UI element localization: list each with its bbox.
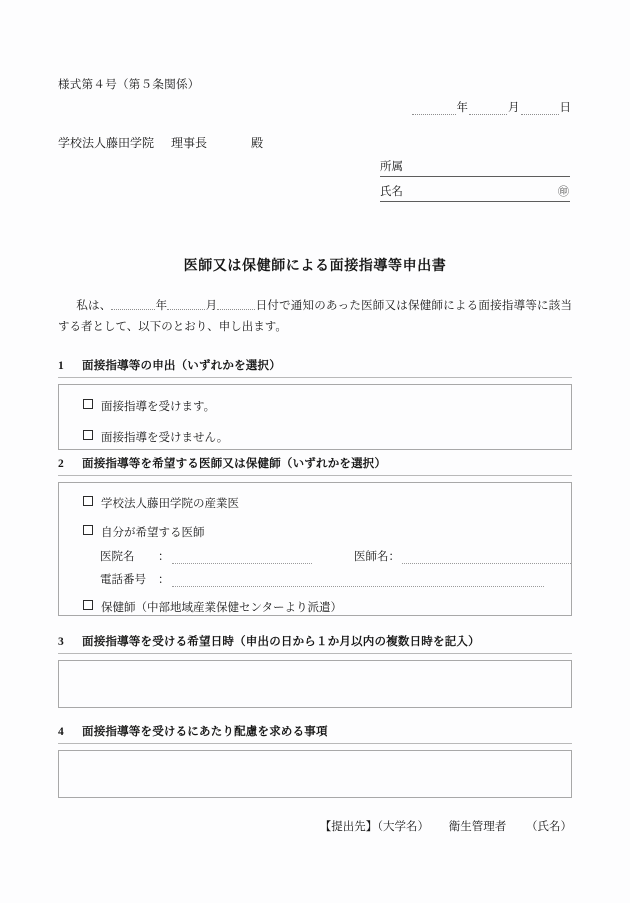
section-4-heading [58,723,572,743]
applicant-block [380,152,570,202]
checkbox-option-decline-interview[interactable] [83,431,571,445]
option-label: 学校法人藤田学院の産業医 [101,498,239,510]
section-1 [58,357,572,450]
section-3-number: 3 [58,636,64,648]
section-1-number: 1 [58,360,64,372]
section-3-title: 面接指導等を受ける希望日時（申出の日から１か月以内の複数日時を記入） [82,636,480,648]
clinic-name-input[interactable] [172,552,313,564]
seal-icon: ㊞ [558,186,569,198]
section-2-number: 2 [58,458,64,470]
checkbox-option-institution-doctor[interactable] [83,497,571,511]
form-code: 様式第４号（第５条関係） [58,79,200,91]
section-3-heading [58,633,572,653]
affiliation-label: 所属 [380,161,403,173]
health-supervisor-label: 衛生管理者 [448,821,507,833]
addressee-position: 理事長 [171,136,208,150]
footer-submit-to [320,818,572,834]
date-year-unit: 年 [456,102,468,114]
addressee-honorific: 殿 [251,136,264,150]
checkbox-option-public-health-nurse[interactable] [83,601,571,615]
doctor-colon: ： [388,551,401,563]
checkbox-icon[interactable] [83,496,93,506]
date-month-unit: 月 [508,102,520,114]
section-1-title: 面接指導等の申出（いずれかを選択） [82,360,281,372]
section-2-heading [58,455,572,475]
intro-year-blank[interactable] [111,297,155,310]
doctor-name-input[interactable] [402,552,571,564]
checkbox-option-own-doctor[interactable] [83,526,571,540]
clinic-and-doctor-row [100,548,571,564]
intro-lead: 私は、 [76,300,112,312]
section-2-rule [58,475,572,476]
submit-to-label: 【提出先】（大学名） [319,821,429,833]
section-2-box [58,482,572,616]
intro-year-unit: 年 [155,300,168,312]
intro-month-blank[interactable] [167,297,205,310]
option-label: 保健師（中部地域産業保健センターより派遣） [101,602,343,614]
section-3-rule [58,653,572,654]
clinic-colon: ： [158,551,170,563]
doctor-name-label: 医師名 [354,551,389,563]
own-doctor-subfields [83,548,571,587]
checkbox-icon[interactable] [83,525,93,535]
section-1-box [58,384,572,450]
section-2 [58,455,572,616]
intro-month-unit: 月 [205,300,218,312]
date-day-blank[interactable] [521,102,559,115]
intro-paragraph [58,296,572,339]
phone-input[interactable] [172,575,544,587]
option-label: 自分が希望する医師 [101,526,205,539]
page-title: 医師又は保健師による面接指導等申出書 [183,259,447,274]
checkbox-icon[interactable] [83,399,93,409]
section-3 [58,633,572,708]
accommodation-request-input[interactable] [58,750,572,798]
section-1-rule [58,377,572,378]
section-1-heading [58,357,572,377]
section-4-number: 4 [58,726,64,738]
preferred-datetime-input[interactable] [58,660,572,708]
section-4-title: 面接指導等を受けるにあたり配慮を求める事項 [82,726,328,738]
date-day-unit: 日 [559,102,571,114]
checkbox-icon[interactable] [83,430,93,440]
addressee-organization: 学校法人藤田学院 [58,136,155,150]
clinic-name-label: 医院名 [100,551,135,563]
option-label: 面接指導を受けません。 [101,431,229,444]
section-2-title: 面接指導等を希望する医師又は保健師（いずれかを選択） [82,458,387,470]
phone-label: 電話番号 [100,574,146,586]
section-4 [58,723,572,798]
affiliation-field[interactable] [380,152,570,177]
checkbox-option-accept-interview[interactable] [83,400,571,414]
submission-date-line [412,99,573,115]
phone-row [100,571,571,587]
addressee [58,134,263,151]
phone-colon: ： [158,574,170,586]
intro-day-blank[interactable] [217,297,255,310]
name-field[interactable] [380,177,570,202]
date-month-blank[interactable] [469,102,507,115]
option-label: 面接指導を受けます。 [101,401,216,413]
name-label: 氏名 [380,186,403,198]
checkbox-icon[interactable] [83,600,93,610]
section-4-rule [58,743,572,744]
supervisor-name-placeholder: （氏名） [526,821,572,833]
date-year-blank[interactable] [412,102,456,115]
intro-tail: 日付で通知のあった医師又は保健師による面接指導等に該当する者として、以下のとおり、申し出ます。 [58,300,573,334]
